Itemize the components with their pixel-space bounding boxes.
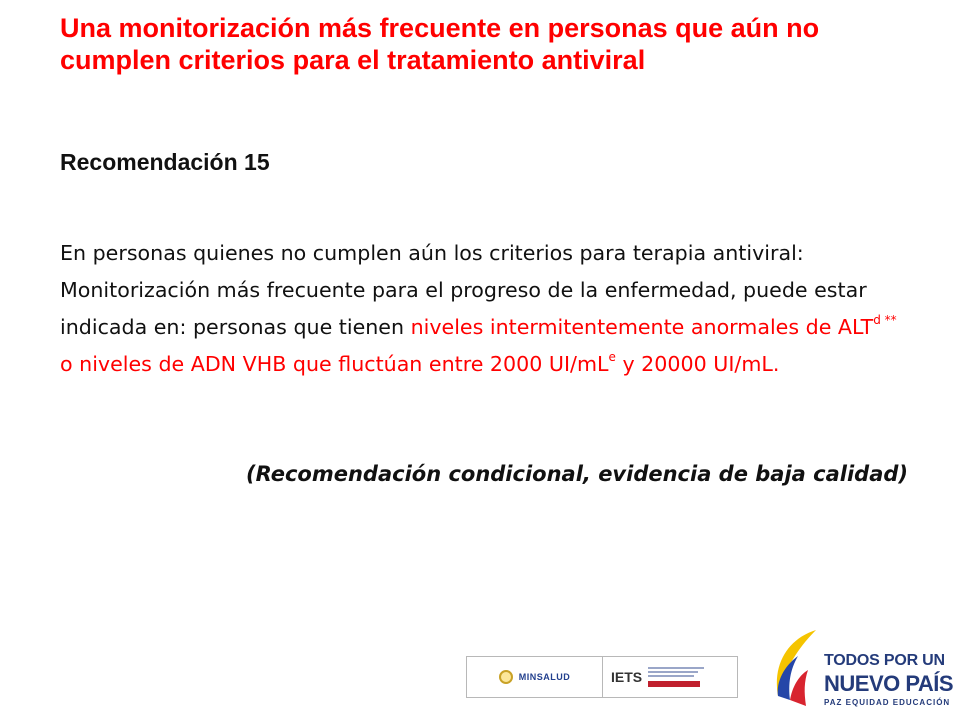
body-text-intro: En personas quienes no cumplen aún los criterios para terapia antiviral: Monitorización más frecuente para el progreso de la enfermedad, puede estar indicada en: personas que tienen [60,241,867,339]
campaign-line-1: TODOS POR UN [824,652,945,669]
body-text-highlight-alt: niveles intermitentemente anormales de ALT [410,315,874,339]
body-text-highlight-end: y 20000 UI/mL. [615,352,780,376]
campaign-tagline: PAZ EQUIDAD EDUCACIÓN [824,698,951,707]
campaign-line-2: NUEVO PAÍS [824,671,954,696]
evidence-citation: (Recomendación condicional, evidencia de baja calidad) [246,462,908,486]
footnote-marker-alt: d ** [873,313,897,327]
recommendation-text [60,235,900,383]
slide-title: Una monitorización más frecuente en personas que aún no cumplen criterios para el tratamiento antiviral [60,13,820,75]
colombia-flag-swoosh-icon [764,626,824,714]
footnote-marker-dna: e [608,350,616,364]
institutional-logos [466,656,738,698]
body-text-highlight-dna: o niveles de ADN VHB que fluctúan entre 2000 UI/mL [60,352,609,376]
coat-of-arms-icon [499,670,513,684]
iets-label: IETS [611,669,643,685]
iets-tagline-graphic [648,667,704,687]
recommendation-number: Recomendación 15 [60,149,270,175]
minsalud-logo [467,657,603,697]
minsalud-label: MINSALUD [518,672,571,682]
todos-por-un-nuevo-pais-logo [764,626,954,714]
iets-logo [603,657,737,697]
